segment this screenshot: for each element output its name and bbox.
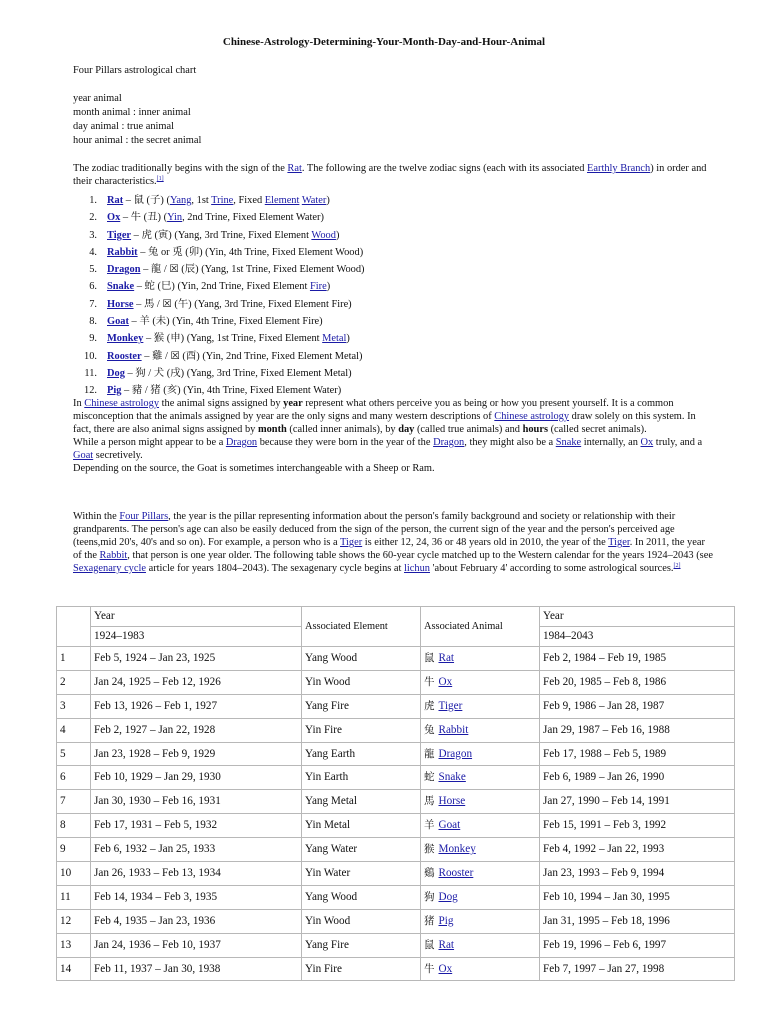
zodiac-characters: 羊 (未) — [139, 316, 170, 328]
zodiac-detail: ) — [346, 333, 350, 345]
zodiac-name-link[interactable]: Dog — [107, 367, 125, 379]
zodiac-name — [107, 281, 134, 292]
row-number: 8 — [57, 814, 91, 838]
within-section — [73, 510, 713, 575]
date-range-1: Feb 17, 1931 – Feb 5, 1932 — [91, 814, 302, 838]
animal-character: 牛 — [424, 962, 435, 975]
zodiac-name — [107, 316, 129, 327]
table-row — [57, 694, 735, 718]
animal-character: 猪 — [424, 914, 435, 927]
date-range-1: Jan 24, 1925 – Feb 12, 1926 — [91, 670, 302, 694]
animal-link[interactable]: Rooster — [438, 866, 474, 879]
zodiac-characters: 狗 / 犬 (戌) — [135, 367, 185, 379]
element-cell: Yang Wood — [302, 647, 421, 671]
animal-link[interactable]: Pig — [438, 914, 454, 927]
date-range-2: Feb 20, 1985 – Feb 8, 1986 — [540, 670, 735, 694]
earthly-branch-link[interactable]: Earthly Branch — [587, 163, 651, 174]
zodiac-item: 9. Monkey – 猴 (申) (Yang, 1st Trine, Fixed Element Metal) — [73, 330, 365, 347]
zodiac-characters: 馬 / ☒ (午) — [143, 298, 192, 310]
zodiac-detail-link[interactable]: Yang — [169, 195, 192, 206]
zodiac-item: 8. Goat – 羊 (未) (Yin, 4th Trine, Fixed Element Fire) — [73, 313, 365, 330]
tiger-link[interactable]: Tiger — [608, 537, 630, 548]
element-cell: Yin Wood — [302, 909, 421, 933]
animal-cell — [421, 742, 540, 766]
table-row — [57, 742, 735, 766]
zodiac-name — [107, 230, 131, 241]
rabbit-link[interactable]: Rabbit — [99, 550, 128, 561]
zodiac-number: 10. — [84, 350, 97, 362]
pillar-line: month animal : inner animal — [73, 107, 191, 118]
zodiac-item: 3. Tiger – 虎 (寅) (Yang, 3rd Trine, Fixed Element Wood) — [73, 227, 365, 244]
animal-link[interactable]: Rat — [438, 651, 455, 664]
zodiac-detail-link[interactable]: Element — [264, 195, 300, 206]
table-row — [57, 862, 735, 886]
zodiac-number: 4. — [89, 246, 97, 258]
table-row — [57, 838, 735, 862]
animal-cell — [421, 647, 540, 671]
animal-character: 龍 — [424, 747, 435, 760]
animal-link[interactable]: Rabbit — [438, 723, 469, 736]
zodiac-number: 11. — [84, 367, 97, 379]
animal-cell — [421, 933, 540, 957]
zodiac-number: 5. — [89, 264, 97, 276]
date-range-1: Feb 11, 1937 – Jan 30, 1938 — [91, 957, 302, 981]
header-element: Associated Element — [302, 607, 421, 647]
animal-cell — [421, 670, 540, 694]
zodiac-detail: ) — [326, 195, 330, 206]
zodiac-item: 2. Ox – 牛 (丑) (Yin, 2nd Trine, Fixed Element Water) — [73, 209, 365, 226]
element-cell: Yang Fire — [302, 694, 421, 718]
element-cell: Yin Fire — [302, 718, 421, 742]
zodiac-characters: 虎 (寅) — [141, 229, 172, 241]
animal-character: 馬 — [424, 795, 435, 808]
animal-link[interactable]: Monkey — [438, 843, 476, 856]
zodiac-detail: (Yin, 4th Trine, Fixed Element Water) — [183, 385, 342, 397]
element-cell: Yang Metal — [302, 790, 421, 814]
dragon-link[interactable]: Dragon — [225, 437, 258, 448]
element-cell: Yin Metal — [302, 814, 421, 838]
zodiac-name — [107, 351, 142, 362]
animal-cell — [421, 718, 540, 742]
date-range-1: Feb 2, 1927 – Jan 22, 1928 — [91, 718, 302, 742]
bold-year: year — [283, 398, 303, 409]
row-number: 12 — [57, 909, 91, 933]
header-year-2: Year — [540, 607, 735, 627]
page-title: Chinese-Astrology-Determining-Your-Month-Day-and-Hour-Animal — [222, 36, 546, 48]
zodiac-item: 5. Dragon – 龍 / ☒ (辰) (Yang, 1st Trine, Fixed Element Wood) — [73, 261, 365, 278]
animal-cell — [421, 909, 540, 933]
date-range-2: Feb 6, 1989 – Jan 26, 1990 — [540, 766, 735, 790]
zodiac-characters: 蛇 (巳) — [144, 281, 175, 293]
animal-cell — [421, 862, 540, 886]
header-empty-cell — [57, 607, 91, 647]
zodiac-detail-link[interactable]: Trine — [211, 195, 234, 206]
animal-cell — [421, 838, 540, 862]
animal-character: 鷄 — [424, 866, 435, 879]
date-range-2: Jan 29, 1987 – Feb 16, 1988 — [540, 718, 735, 742]
zodiac-characters: 牛 (丑) — [130, 212, 161, 224]
element-cell: Yang Wood — [302, 885, 421, 909]
animal-link[interactable]: Dog — [438, 890, 458, 903]
description-paragraph: Depending on the source, the Goat is sometimes interchangeable with a Sheep or Ram. — [73, 463, 435, 474]
zodiac-name-link[interactable]: Rabbit — [107, 246, 138, 258]
table-row — [57, 647, 735, 671]
element-cell: Yang Fire — [302, 933, 421, 957]
animal-link[interactable]: Snake — [438, 771, 466, 784]
date-range-1: Jan 26, 1933 – Feb 13, 1934 — [91, 862, 302, 886]
table-row — [57, 957, 735, 981]
tiger-link[interactable]: Tiger — [340, 537, 363, 548]
zodiac-detail: (Yin, 2nd Trine, Fixed Element Metal) — [202, 350, 363, 362]
animal-character: 猴 — [424, 843, 435, 856]
date-range-2: Feb 10, 1994 – Jan 30, 1995 — [540, 885, 735, 909]
row-number: 6 — [57, 766, 91, 790]
zodiac-name-link[interactable]: Goat — [107, 316, 129, 328]
zodiac-name-link[interactable]: Ox — [107, 212, 121, 224]
pillar-line: day animal : true animal — [73, 121, 174, 132]
zodiac-detail: (Yang, 1st Trine, Fixed Element — [186, 333, 323, 345]
animal-character: 狗 — [424, 890, 435, 903]
reference-link[interactable]: [1] — [156, 176, 164, 182]
table-row — [57, 766, 735, 790]
zodiac-detail-link[interactable]: Wood — [311, 229, 336, 241]
zodiac-detail: (Yin, 4th Trine, Fixed Element Wood) — [205, 246, 364, 258]
row-number: 13 — [57, 933, 91, 957]
intro-text: ) in order and their characteristics. — [73, 163, 707, 187]
animal-link[interactable]: Horse — [438, 795, 466, 808]
zodiac-number: 3. — [89, 229, 97, 241]
date-range-2: Feb 4, 1992 – Jan 22, 1993 — [540, 838, 735, 862]
animal-character: 蛇 — [424, 771, 435, 784]
zodiac-item: 1. Rat – 鼠 (子) (Yang, 1st Trine, Fixed Element Water) — [73, 192, 365, 209]
header-year: Year — [91, 607, 302, 627]
within-paragraph: Within the Four Pillars, the year is the pillar representing information about the person's family background and society or relationship with their grandparents. The person's age can also be easily deduced from the sign of the person, the current sign of the year and the person's perceived age (teens,mid 20's, 40's and so on). For example, a person who is a Tiger is either 12, 24, 36 or 48 years old in 2010, the year of the Tiger. In 2011, the year of the Rabbit, that person is one year older. The following table shows the 60-year cycle matched up to the Western calendar for the years 1924–2043 (see Sexagenary cycle article for years 1804–2043). The sexagenary cycle begins at lichun 'about February 4' according to some astrological sources.[2] — [73, 511, 713, 574]
four-pillars-link[interactable]: Four Pillars — [119, 511, 169, 522]
table-row — [57, 909, 735, 933]
row-number: 7 — [57, 790, 91, 814]
row-number: 2 — [57, 670, 91, 694]
goat-link[interactable]: Goat — [73, 450, 94, 461]
animal-cell — [421, 790, 540, 814]
zodiac-number: 1. — [89, 195, 97, 206]
zodiac-number: 12. — [84, 385, 97, 397]
date-range-1: Feb 5, 1924 – Jan 23, 1925 — [91, 647, 302, 671]
date-range-2: Jan 31, 1995 – Feb 18, 1996 — [540, 909, 735, 933]
sexagenary-cycle-link[interactable]: Sexagenary cycle — [73, 563, 146, 574]
row-number: 1 — [57, 647, 91, 671]
row-number: 3 — [57, 694, 91, 718]
date-range-1: Jan 30, 1930 – Feb 16, 1931 — [91, 790, 302, 814]
animal-character: 羊 — [424, 819, 435, 832]
row-number: 10 — [57, 862, 91, 886]
zodiac-characters: 猴 (申) — [153, 333, 185, 345]
bold-hours: hours — [522, 424, 548, 435]
zodiac-name — [107, 368, 125, 379]
zodiac-detail: (Yang, 3rd Trine, Fixed Element Metal) — [186, 367, 352, 379]
zodiac-characters: 雞 / ☒ (酉) — [152, 350, 200, 362]
description-paragraph: While a person might appear to be a Dragon because they were born in the year of the Dragon, they might also be a Snake internally, an Ox truly, and a Goat secretively. — [73, 437, 703, 461]
zodiac-item: 10. Rooster – 雞 / ☒ (酉) (Yin, 2nd Trine, Fixed Element Metal) — [73, 348, 365, 365]
rat-link[interactable]: Rat — [287, 163, 302, 174]
table-row — [57, 670, 735, 694]
zodiac-detail-link[interactable]: Fire — [309, 281, 327, 293]
date-range-2: Feb 2, 1984 – Feb 19, 1985 — [540, 647, 735, 671]
date-range-1: Feb 14, 1934 – Feb 3, 1935 — [91, 885, 302, 909]
zodiac-detail: ( — [166, 195, 170, 206]
date-range-2: Feb 17, 1988 – Feb 5, 1989 — [540, 742, 735, 766]
zodiac-number: 7. — [89, 298, 97, 310]
zodiac-detail: , 2nd Trine, Fixed Element Water) — [182, 212, 324, 224]
zodiac-detail: ) — [326, 281, 331, 293]
element-cell: Yin Water — [302, 862, 421, 886]
bold-month: month — [257, 424, 287, 435]
dragon-link[interactable]: Dragon — [433, 437, 465, 448]
date-range-1: Feb 10, 1929 – Jan 29, 1930 — [91, 766, 302, 790]
header-animal: Associated Animal — [421, 607, 540, 647]
zodiac-detail: (Yin, 2nd Trine, Fixed Element — [177, 281, 310, 293]
zodiac-item: 6. Snake – 蛇 (巳) (Yin, 2nd Trine, Fixed Element Fire) — [73, 278, 365, 295]
zodiac-item: 7. Horse – 馬 / ☒ (午) (Yang, 3rd Trine, Fixed Element Fire) — [73, 296, 365, 313]
lichun-link[interactable]: lichun — [404, 563, 430, 574]
table-row — [57, 885, 735, 909]
table-row — [57, 814, 735, 838]
animal-link[interactable]: Ox — [438, 962, 453, 975]
pillar-line: year animal — [73, 93, 122, 104]
ox-link[interactable]: Ox — [640, 437, 654, 448]
four-pillars-section — [73, 64, 713, 148]
chinese-astrology-link[interactable]: Chinese astrology — [494, 411, 570, 422]
zodiac-name-link[interactable]: Horse — [107, 298, 134, 310]
animal-character: 牛 — [424, 675, 435, 688]
zodiac-name — [107, 212, 120, 223]
zodiac-item: 11. Dog – 狗 / 犬 (戌) (Yang, 3rd Trine, Fixed Element Metal) — [73, 365, 365, 382]
animal-character: 鼠 — [424, 651, 435, 664]
zodiac-name-link[interactable]: Dragon — [107, 264, 141, 276]
zodiac-item: 12. Pig – 豬 / 猪 (亥) (Yin, 4th Trine, Fixed Element Water) — [73, 382, 365, 399]
date-range-2: Jan 27, 1990 – Feb 14, 1991 — [540, 790, 735, 814]
pillars-heading: Four Pillars astrological chart — [73, 65, 197, 76]
animal-character: 兔 — [424, 723, 435, 736]
element-cell: Yin Wood — [302, 670, 421, 694]
intro-paragraph — [73, 162, 713, 188]
date-range-2: Feb 7, 1997 – Jan 27, 1998 — [540, 957, 735, 981]
table-row — [57, 718, 735, 742]
table-header-row — [57, 607, 735, 627]
zodiac-detail: (Yin, 4th Trine, Fixed Element Fire) — [172, 316, 323, 328]
animal-link[interactable]: Rat — [438, 938, 455, 951]
zodiac-name — [107, 195, 123, 206]
date-range-1: Feb 13, 1926 – Feb 1, 1927 — [91, 694, 302, 718]
zodiac-detail: ) — [335, 229, 340, 241]
zodiac-detail: (Yang, 1st Trine, Fixed Element Wood) — [201, 264, 365, 276]
date-range-1: Feb 4, 1935 – Jan 23, 1936 — [91, 909, 302, 933]
zodiac-number: 2. — [89, 212, 97, 224]
animal-link[interactable]: Goat — [438, 819, 461, 832]
zodiac-number: 6. — [89, 281, 97, 293]
zodiac-detail: (Yang, 3rd Trine, Fixed Element Fire) — [194, 298, 352, 310]
zodiac-name — [107, 333, 143, 344]
animal-link[interactable]: Tiger — [438, 699, 463, 712]
element-cell: Yin Fire — [302, 957, 421, 981]
intro-text: The zodiac traditionally begins with the sign of the — [73, 163, 288, 174]
intro-text: . The following are the twelve zodiac signs (each with its associated — [301, 163, 588, 174]
zodiac-number: 8. — [89, 316, 97, 328]
zodiac-characters: 兔 or 兎 (卯) — [148, 246, 203, 258]
zodiac-characters: 鼠 (子) — [133, 195, 164, 206]
zodiac-name — [107, 264, 140, 275]
zodiac-name-link[interactable]: Rooster — [107, 350, 142, 362]
table-row — [57, 790, 735, 814]
pillar-line: hour animal : the secret animal — [73, 135, 202, 146]
date-range-2: Feb 19, 1996 – Feb 6, 1997 — [540, 933, 735, 957]
animal-cell — [421, 957, 540, 981]
zodiac-detail: (Yang, 3rd Trine, Fixed Element — [174, 229, 312, 241]
zodiac-number: 9. — [89, 333, 97, 345]
zodiac-name-link[interactable]: Rat — [107, 195, 124, 206]
header-range-1: 1924–1983 — [91, 627, 302, 647]
animal-cell — [421, 694, 540, 718]
element-cell: Yang Earth — [302, 742, 421, 766]
zodiac-detail: , 1st — [191, 195, 212, 206]
zodiac-name — [107, 385, 121, 396]
date-range-2: Jan 23, 1993 – Feb 9, 1994 — [540, 862, 735, 886]
date-range-1: Jan 24, 1936 – Feb 10, 1937 — [91, 933, 302, 957]
date-range-2: Feb 15, 1991 – Feb 3, 1992 — [540, 814, 735, 838]
date-range-2: Feb 9, 1986 – Jan 28, 1987 — [540, 694, 735, 718]
zodiac-list — [73, 192, 365, 400]
element-cell: Yang Water — [302, 838, 421, 862]
description-section — [73, 397, 713, 475]
sexagenary-table — [56, 606, 735, 981]
zodiac-name — [107, 299, 134, 310]
row-number: 14 — [57, 957, 91, 981]
animal-cell — [421, 814, 540, 838]
header-range-2: 1984–2043 — [540, 627, 735, 647]
row-number: 4 — [57, 718, 91, 742]
animal-cell — [421, 766, 540, 790]
animal-link[interactable]: Dragon — [438, 747, 473, 760]
chinese-astrology-link[interactable]: Chinese astrology — [84, 398, 160, 409]
description-paragraph: In Chinese astrology the animal signs assigned by year represent what others perceive you as being or how you present yourself. It is a common misconception that the animals assigned by year are the only signs and many western descriptions of Chinese astrology draw solely on this system. In fact, there are also animal signs assigned by month (called inner animals), by day (called true animals) and hours (called secret animals). — [73, 398, 696, 435]
table-row — [57, 933, 735, 957]
zodiac-detail-link[interactable]: Water — [301, 195, 327, 206]
zodiac-characters: 龍 / ☒ (辰) — [150, 264, 199, 276]
animal-link[interactable]: Ox — [438, 675, 453, 688]
zodiac-characters: 豬 / 猪 (亥) — [131, 385, 181, 397]
date-range-1: Jan 23, 1928 – Feb 9, 1929 — [91, 742, 302, 766]
row-number: 5 — [57, 742, 91, 766]
zodiac-name-link[interactable]: Monkey — [107, 333, 144, 345]
bold-day: day — [398, 424, 415, 435]
zodiac-name — [107, 247, 138, 258]
reference-link[interactable]: [2] — [673, 563, 681, 569]
row-number: 9 — [57, 838, 91, 862]
zodiac-detail: , Fixed — [233, 195, 265, 206]
animal-character: 虎 — [424, 699, 435, 712]
date-range-1: Feb 6, 1932 – Jan 25, 1933 — [91, 838, 302, 862]
zodiac-name-link[interactable]: Snake — [107, 281, 135, 293]
animal-cell — [421, 885, 540, 909]
zodiac-item: 4. Rabbit – 兔 or 兎 (卯) (Yin, 4th Trine, Fixed Element Wood) — [73, 244, 365, 261]
zodiac-name-link[interactable]: Pig — [107, 385, 122, 397]
zodiac-detail: ( — [163, 212, 168, 224]
snake-link[interactable]: Snake — [555, 437, 582, 448]
zodiac-name-link[interactable]: Tiger — [107, 229, 132, 241]
row-number: 11 — [57, 885, 91, 909]
zodiac-detail-link[interactable]: Metal — [322, 333, 347, 345]
element-cell: Yin Earth — [302, 766, 421, 790]
animal-character: 鼠 — [424, 938, 435, 951]
zodiac-detail-link[interactable]: Yin — [167, 212, 183, 224]
